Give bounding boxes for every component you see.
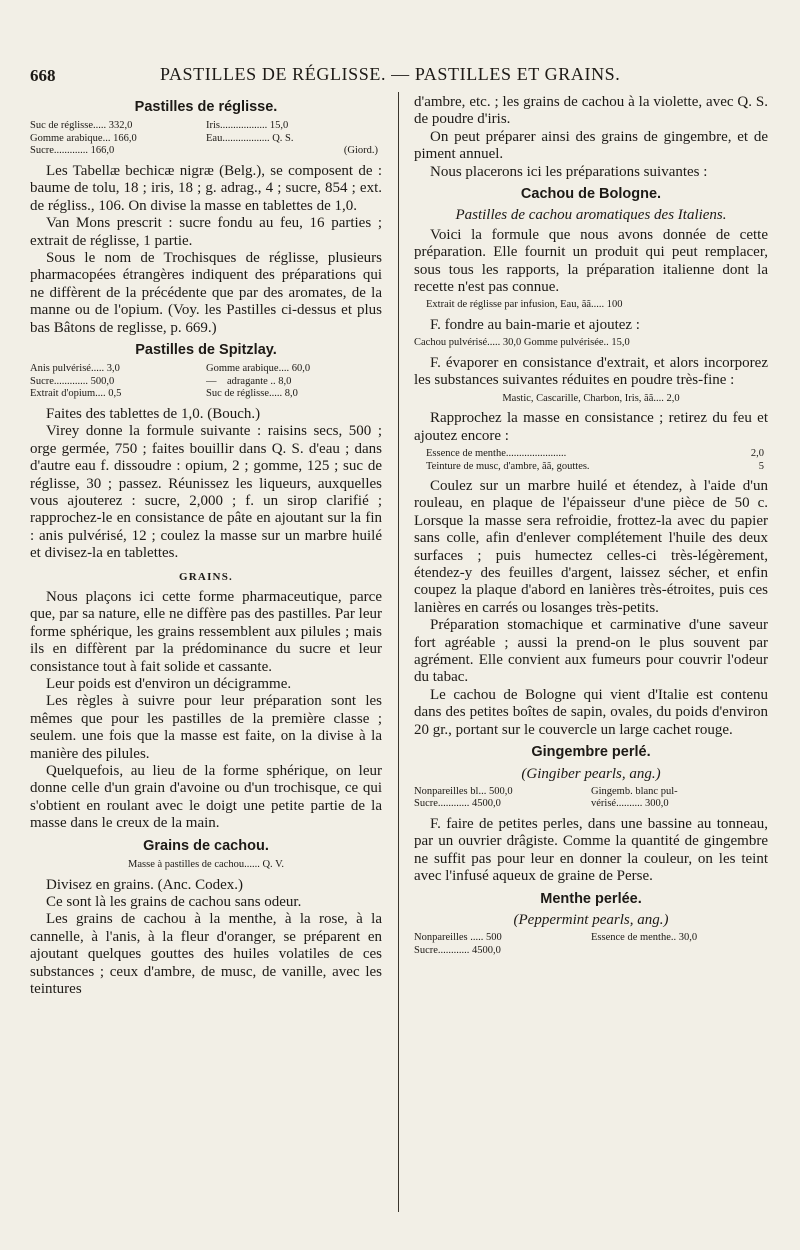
formula-cell: Sucre............ 4500,0: [414, 944, 501, 956]
formula-cell: Extrait d'opium.... 0,5: [30, 388, 122, 400]
formula-mastic: Mastic, Cascarille, Charbon, Iris, ãã.... 2,0: [502, 392, 680, 404]
formula-cell: Sucre............. 166,0: [30, 145, 115, 157]
heading-grains-cachou: Grains de cachou.: [143, 837, 269, 854]
formula-gingembre: [414, 786, 768, 811]
formula-cell: Suc de réglisse..... 8,0: [206, 388, 298, 400]
paragraph: Virey donne la formule suivante : raisins secs, 500 ; orge germée, 750 ; faites bouillir dans Q. S. d'eau ; dans d'autre eau f. dissoudre : opium, 2 ; gomme, 125 ; suc de réglisse, 30 ; passez. Réunissez les liqueurs, auxquelles vous ajouterez : sucre, 2,000 ; f. un sirop clarifié ; rapprochez-le en consistance de pâte en ajoutant sur la fin : anis pulvérisé, 12 ; coulez la masse sur un marbre huilé et divisez-la en tablettes.: [30, 423, 382, 562]
paragraph: Divisez en grains. (Anc. Codex.): [46, 876, 244, 893]
formula-cell: 5: [758, 460, 764, 472]
paragraph: Sous le nom de Trochisques de réglisse, plusieurs pharmacopées étrangères indiquent des préparations qui ne diffèrent de la précédente que par des aromates, de la manne ou de l'opium. (Voy. les Pastilles ci-dessus et plus bas Bâtons de reglisse, p. 669.): [30, 249, 382, 336]
heading-pastilles-spitzlay: Pastilles de Spitzlay.: [135, 341, 277, 358]
paragraph: d'ambre, etc. ; les grains de cachou à la violette, avec Q. S. de poudre d'iris.: [414, 94, 768, 128]
formula-cell: Essence de menthe.. 30,0: [591, 932, 698, 944]
left-column: [30, 94, 382, 998]
formula-cell: vérisé.......... 300,0: [591, 798, 669, 810]
subtitle-menthe: (Peppermint pearls, ang.): [513, 911, 669, 928]
paragraph: Quelquefois, au lieu de la forme sphérique, on leur donne celle d'un grain d'avoine ou d'un trochisque, ce qui s'obtient en roulant avec le doigt une petite partie de la masse dans le creux de la main.: [30, 763, 382, 832]
formula-cell: 2,0: [750, 448, 764, 459]
paragraph: F. fondre au bain-marie et ajoutez :: [430, 316, 640, 333]
paragraph: Van Mons prescrit : sucre fondu au feu, 16 parties ; extrait de réglisse, 1 partie.: [30, 215, 382, 249]
formula-reglisse: [30, 120, 382, 158]
heading-menthe-perlee: Menthe perlée.: [540, 890, 642, 907]
formula-cell: Sucre............ 4500,0: [414, 798, 501, 810]
formula-cell: — adragante .. 8,0: [206, 375, 292, 387]
formula-cell: Iris.................. 15,0: [206, 120, 289, 132]
paragraph: Coulez sur un marbre huilé et étendez, à l'aide d'un rouleau, en plaque de l'épaisseur d'une pièce de 50 c. Lorsque la masse sera refroidie, frottez-la avec du papier sans colle, afin d'enlever complétement l'huile des deux surfaces ; puis humectez celles-ci très-légèrement, étendez-y des feuilles d'argent, laissez sécher, et enfin coupez la plaque d'abord en lanières très-étroites, puis ces lanières en carrés ou losanges très-petits.: [414, 478, 768, 616]
formula-cell: Nonpareilles ..... 500: [414, 932, 502, 944]
formula-cell: Teinture de musc, d'ambre, ãã, gouttes.: [426, 460, 590, 472]
paragraph: Ce sont là les grains de cachou sans odeur.: [46, 893, 302, 910]
paragraph: Préparation stomachique et carminative d'une saveur fort agréable ; aussi la prend-on le plus souvent par agrément. Elle convient aux fumeurs pour couvrir l'odeur du tabac.: [414, 617, 768, 686]
column-divider: [398, 92, 399, 1212]
paragraph: F. évaporer en consistance d'extrait, et alors incorporez les substances suivantes réduites en poudre très-fine :: [414, 354, 768, 389]
paragraph: Les règles à suivre pour leur préparation sont les mêmes que pour les pastilles de la première classe ; seulem. une fois que la masse est faite, on la divise à la manière des pilules.: [30, 693, 382, 762]
subtitle-gingembre: (Gingiber pearls, ang.): [521, 765, 661, 782]
paragraph: Nous plaçons ici cette forme pharmaceutique, parce que, par sa nature, elle ne diffère pas des pastilles. Par leur forme sphérique, les grains ressemblent aux pilules ; mais ils en diffèrent par la prédominance du sucre et leur consistance tout à fait solide et cassante.: [30, 588, 382, 675]
paragraph: Les grains de cachou à la menthe, à la rose, à la cannelle, à l'anis, à la fleur d'oranger, se préparent en ajoutant quelques gouttes des huiles volatiles de ces substances ; ceux d'ambre, de musc, de vanille, avec les teintures: [30, 911, 382, 997]
formula-cell: (Giord.): [343, 145, 378, 157]
paragraph: F. faire de petites perles, dans une bassine au tonneau, par un ouvrier drâgiste. Comme la quantité de gingembre ne suffit pas pour leur en donner la couleur, on les teint avec l'infusé aqueux de graine de Perse.: [414, 815, 768, 885]
heading-grains: GRAINS.: [179, 570, 233, 583]
formula-menthe: [414, 932, 768, 957]
formula-grains-cachou: Masse à pastilles de cachou...... Q. V.: [128, 859, 284, 871]
paragraph: Le cachou de Bologne qui vient d'Italie est contenu dans des petites boîtes de sapin, ovales, du poids d'environ 20 gr., portant sur le couvercle un large cachet rouge.: [414, 686, 768, 738]
paragraph: Leur poids est d'environ un décigramme.: [46, 675, 292, 692]
formula-cell: Nonpareilles bl... 500,0: [414, 785, 513, 797]
paragraph: Les Tabellæ bechicæ nigræ (Belg.), se composent de : baume de tolu, 18 ; iris, 18 ; g. adrag., 4 ; sucre, 854 ; ext. de régliss., 106. On divise la masse en tablettes de 1,0.: [30, 162, 382, 214]
page-number: 668: [30, 66, 56, 85]
heading-gingembre-perle: Gingembre perlé.: [531, 744, 651, 761]
paragraph: On peut préparer ainsi des grains de gingembre, et de piment annuel.: [414, 128, 768, 163]
formula-cell: Gingemb. blanc pul-: [591, 785, 678, 797]
formula-essence: [414, 448, 768, 473]
formula-cachou-gomme: Cachou pulvérisé..... 30,0 Gomme pulvérisée.. 15,0: [414, 337, 630, 349]
formula-cell: Anis pulvérisé..... 3,0: [30, 363, 120, 375]
paragraph: Nous placerons ici les préparations suivantes :: [430, 163, 708, 180]
formula-cell: Sucre............. 500,0: [30, 375, 115, 387]
heading-pastilles-reglisse: Pastilles de réglisse.: [134, 99, 278, 115]
formula-cell: Gomme arabique.... 60,0: [206, 363, 311, 375]
formula-cell: [591, 945, 768, 958]
paragraph: Faites des tablettes de 1,0. (Bouch.): [46, 405, 261, 422]
formula-cell: Eau.................. Q. S.: [206, 132, 294, 144]
running-head: PASTILLES DE RÉGLISSE. — PASTILLES ET GRAINS.: [160, 64, 621, 84]
paragraph: Voici la formule que nous avons donnée de cette préparation. Elle fournit un produit qui peut remplacer, sous tous les rapports, la préparation italienne dont la recette n'est pas connue.: [414, 226, 768, 296]
formula-spitzlay: [30, 363, 382, 401]
heading-cachou-bologne: Cachou de Bologne.: [520, 186, 662, 203]
right-column: [414, 94, 768, 962]
formula-cell: Suc de réglisse..... 332,0: [30, 120, 133, 132]
paragraph: Rapprochez la masse en consistance ; retirez du feu et ajoutez encore :: [414, 410, 768, 444]
formula-extrait: Extrait de réglisse par infusion, Eau, ãã..... 100: [426, 299, 623, 311]
formula-cell: Gomme arabique... 166,0: [30, 132, 137, 144]
formula-cell: Essence de menthe.......................: [426, 448, 567, 459]
subtitle-cachou-bologne: Pastilles de cachou aromatiques des Italiens.: [455, 207, 727, 224]
